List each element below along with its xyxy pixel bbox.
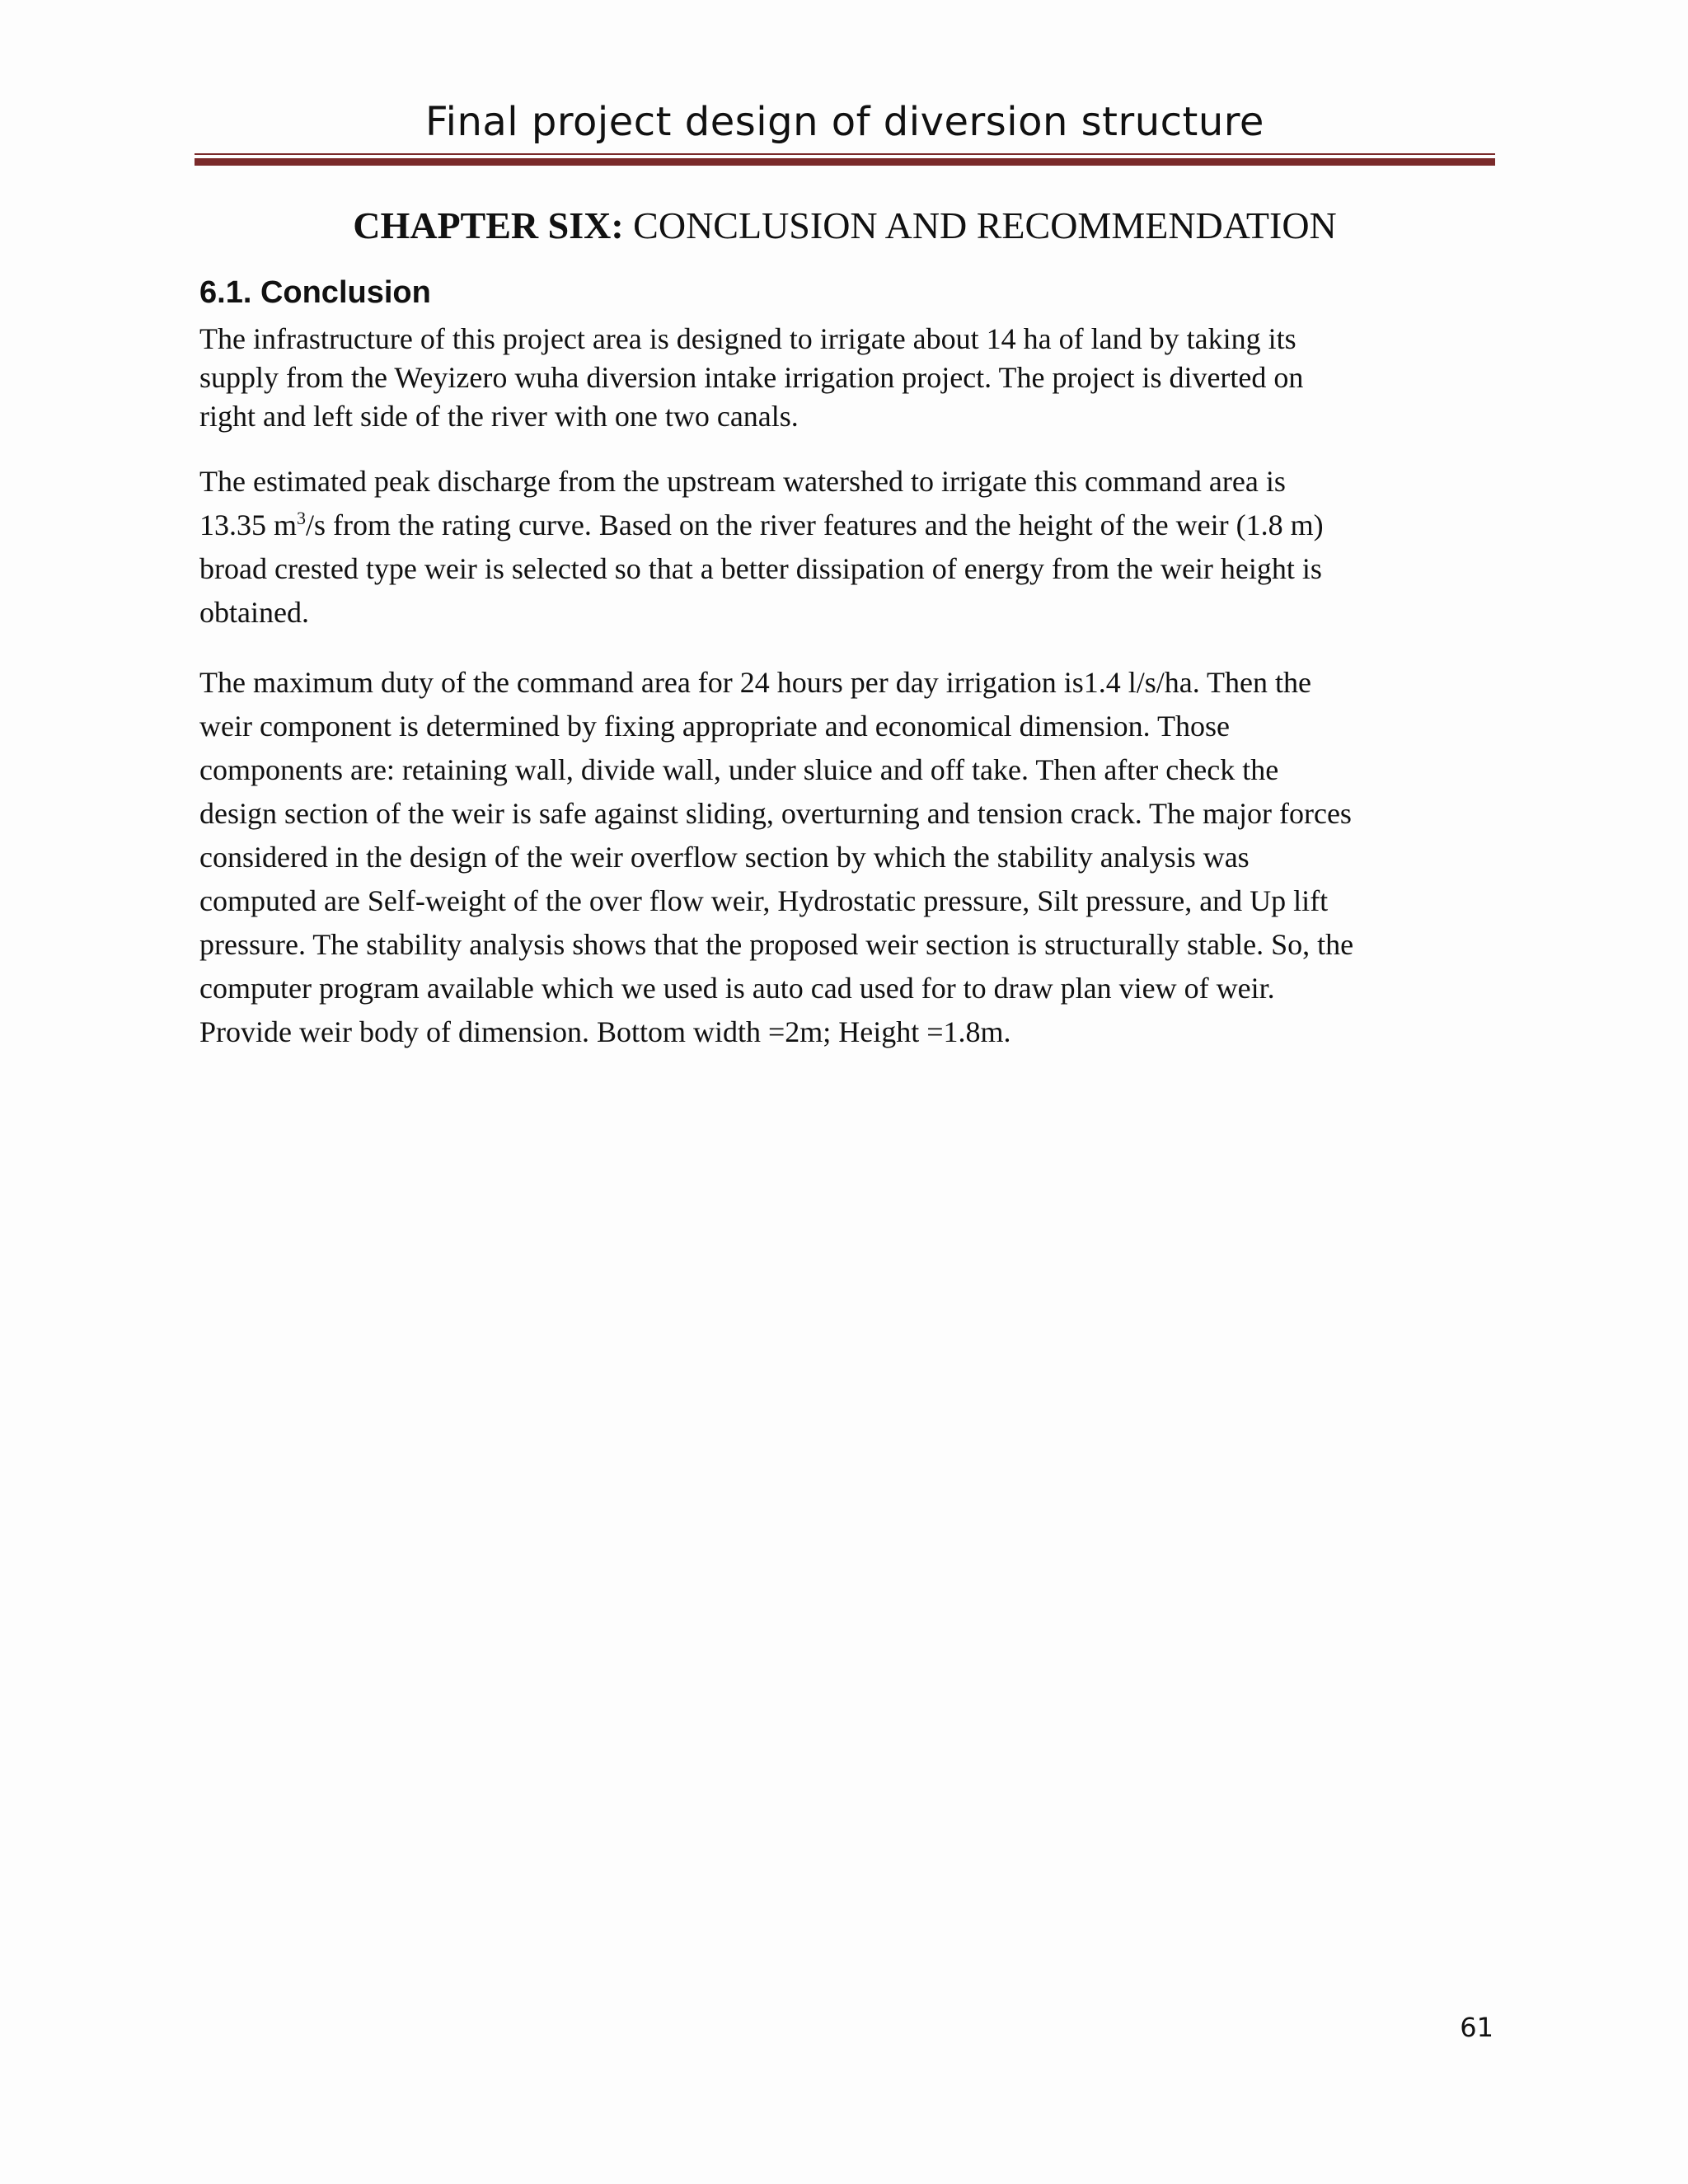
header-rule-thick [195, 158, 1495, 166]
paragraph-3-line: weir component is determined by fixing appropriate and economical dimension. Those [199, 710, 1230, 743]
paragraph-3 [199, 661, 1490, 1054]
paragraph-2-line [199, 504, 1490, 547]
paragraph-2-line-rest: /s from the rating curve. Based on the river features and the height of the weir (1.8 m) [306, 509, 1324, 541]
discharge-value: 13.35 m [199, 509, 298, 541]
header-rule-thin [195, 153, 1495, 155]
paragraph-1-line: The infrastructure of this project area is designed to irrigate about 14 ha of land by taking its [199, 322, 1296, 355]
chapter-title-lead: CHAPTER SIX: [353, 204, 624, 246]
paragraph-2-line: The estimated peak discharge from the upstream watershed to irrigate this command area is [199, 465, 1286, 498]
paragraph-2-line: broad crested type weir is selected so that a better dissipation of energy from the weir height is [199, 552, 1322, 585]
section-heading: 6.1. Conclusion [199, 275, 431, 310]
chapter-title-rest: CONCLUSION AND RECOMMENDATION [623, 204, 1337, 246]
paragraph-3-line: The maximum duty of the command area for 24 hours per day irrigation is1.4 l/s/ha. Then the [199, 666, 1311, 699]
running-header: Final project design of diversion structure [425, 99, 1264, 145]
paragraph-1 [199, 320, 1490, 436]
paragraph-2 [199, 460, 1490, 635]
paragraph-3-line: design section of the weir is safe against sliding, overturning and tension crack. The major forces [199, 797, 1352, 830]
paragraph-1-line: right and left side of the river with one two canals. [199, 400, 799, 433]
paragraph-3-line: Provide weir body of dimension. Bottom width =2m; Height =1.8m. [199, 1015, 1011, 1048]
page-number: 61 [1460, 2012, 1493, 2043]
paragraph-3-line: components are: retaining wall, divide wall, under sluice and off take. Then after check the [199, 753, 1279, 786]
paragraph-1-line: supply from the Weyizero wuha diversion intake irrigation project. The project is diverted on [199, 361, 1304, 394]
paragraph-3-line: computed are Self-weight of the over flow weir, Hydrostatic pressure, Silt pressure, and Up lift [199, 884, 1329, 917]
cubic-superscript: 3 [297, 508, 307, 528]
paragraph-3-line: computer program available which we used is auto cad used for to draw plan view of weir. [199, 972, 1275, 1005]
paragraph-3-line: pressure. The stability analysis shows that the proposed weir section is structurally stable. So, the [199, 928, 1354, 961]
paragraph-3-line: considered in the design of the weir overflow section by which the stability analysis was [199, 841, 1250, 874]
chapter-title [195, 201, 1495, 251]
paragraph-2-line: obtained. [199, 596, 309, 629]
